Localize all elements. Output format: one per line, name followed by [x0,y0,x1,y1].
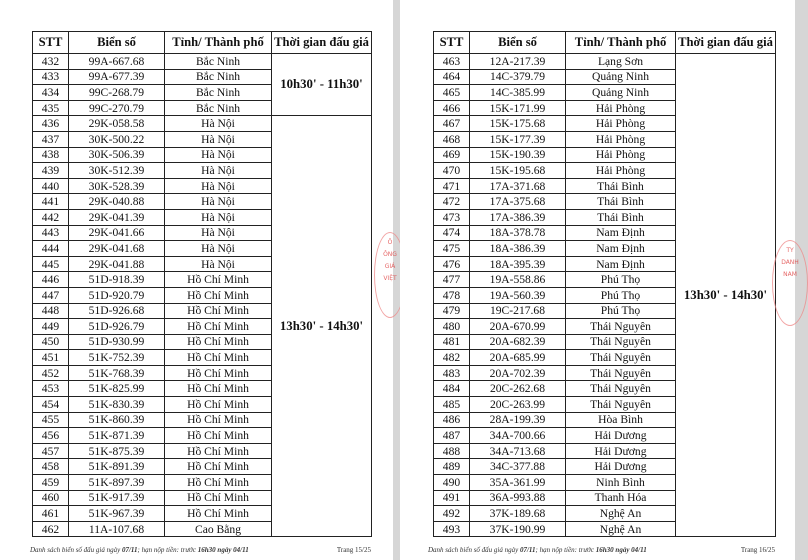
row-province: Hà Nội [165,256,272,272]
row-stt: 474 [434,225,470,241]
row-stt: 454 [33,397,69,413]
row-plate: 51K-768.39 [69,365,165,381]
row-stt: 460 [33,490,69,506]
row-plate: 20A-682.39 [470,334,566,350]
row-plate: 18A-386.39 [470,241,566,257]
row-province: Thái Nguyên [566,381,676,397]
row-stt: 444 [33,241,69,257]
row-province: Hà Nội [165,194,272,210]
row-province: Hải Phòng [566,147,676,163]
row-province: Thái Nguyên [566,334,676,350]
row-province: Thái Bình [566,178,676,194]
row-province: Hồ Chí Minh [165,475,272,491]
row-province: Hà Nội [165,163,272,179]
row-province: Nghệ An [566,506,676,522]
row-stt: 488 [434,443,470,459]
row-plate: 51K-967.39 [69,506,165,522]
document-page-right [400,0,799,560]
row-stt: 463 [434,54,470,70]
row-stt: 467 [434,116,470,132]
row-stt: 490 [434,475,470,491]
row-plate: 29K-041.68 [69,241,165,257]
row-plate: 14C-379.79 [470,69,566,85]
row-stt: 447 [33,287,69,303]
row-province: Phú Thọ [566,287,676,303]
row-province: Hồ Chí Minh [165,490,272,506]
row-plate: 14C-385.99 [470,85,566,101]
row-province: Quảng Ninh [566,85,676,101]
row-province: Hải Phòng [566,116,676,132]
row-province: Hồ Chí Minh [165,506,272,522]
row-plate: 17A-371.68 [470,178,566,194]
row-stt: 450 [33,334,69,350]
row-plate: 18A-395.39 [470,256,566,272]
row-stt: 458 [33,459,69,475]
row-province: Hồ Chí Minh [165,428,272,444]
row-province: Thái Bình [566,209,676,225]
row-stt: 489 [434,459,470,475]
row-stt: 455 [33,412,69,428]
row-province: Hà Nội [165,131,272,147]
row-plate: 28A-199.39 [470,412,566,428]
row-stt: 441 [33,194,69,210]
row-plate: 30K-506.39 [69,147,165,163]
row-stt: 481 [434,334,470,350]
row-plate: 36A-993.88 [470,490,566,506]
row-province: Bắc Ninh [165,69,272,85]
row-stt: 491 [434,490,470,506]
row-plate: 15K-171.99 [470,100,566,116]
row-stt: 436 [33,116,69,132]
row-province: Hà Nội [165,209,272,225]
table-header-row [33,32,372,54]
row-plate: 29K-041.66 [69,225,165,241]
row-province: Hồ Chí Minh [165,412,272,428]
row-province: Bắc Ninh [165,54,272,70]
row-plate: 20C-262.68 [470,381,566,397]
row-plate: 51D-926.68 [69,303,165,319]
row-stt: 443 [33,225,69,241]
row-plate: 99A-677.39 [69,69,165,85]
row-stt: 465 [434,85,470,101]
row-plate: 20A-670.99 [470,319,566,335]
row-province: Nam Định [566,241,676,257]
row-stt: 434 [33,85,69,101]
row-plate: 17A-375.68 [470,194,566,210]
row-province: Bắc Ninh [165,85,272,101]
row-stt: 476 [434,256,470,272]
row-stt: 478 [434,287,470,303]
row-stt: 480 [434,319,470,335]
row-plate: 30K-512.39 [69,163,165,179]
row-plate: 34A-713.68 [470,443,566,459]
row-province: Hải Phòng [566,100,676,116]
table-row [33,54,372,70]
row-stt: 453 [33,381,69,397]
row-province: Hà Nội [165,147,272,163]
row-province: Nghệ An [566,521,676,537]
row-plate: 99C-270.79 [69,100,165,116]
row-plate: 19A-558.86 [470,272,566,288]
row-stt: 442 [33,209,69,225]
row-stt: 437 [33,131,69,147]
page-footer-note: Danh sách biển số đấu giá ngày 07/11; hạn nộp tiền: trước 16h30 ngày 04/11 [30,546,249,554]
document-page-left [0,0,397,560]
row-stt: 456 [33,428,69,444]
row-plate: 15K-195.68 [470,163,566,179]
row-plate: 34A-700.66 [470,428,566,444]
row-plate: 29K-041.88 [69,256,165,272]
row-stt: 435 [33,100,69,116]
row-province: Hà Nội [165,241,272,257]
row-stt: 473 [434,209,470,225]
row-province: Hồ Chí Minh [165,303,272,319]
row-stt: 451 [33,350,69,366]
row-province: Phú Thọ [566,272,676,288]
header-plate: Biển số [69,32,165,54]
header-stt: STT [33,32,69,54]
row-stt: 492 [434,506,470,522]
row-stt: 438 [33,147,69,163]
row-province: Nam Định [566,225,676,241]
row-stt: 483 [434,365,470,381]
row-stt: 439 [33,163,69,179]
row-plate: 51K-897.39 [69,475,165,491]
row-province: Lạng Sơn [566,54,676,70]
row-stt: 479 [434,303,470,319]
row-plate: 30K-500.22 [69,131,165,147]
header-plate: Biển số [470,32,566,54]
row-province: Hải Dương [566,459,676,475]
row-plate: 15K-175.68 [470,116,566,132]
row-province: Hồ Chí Minh [165,381,272,397]
row-stt: 484 [434,381,470,397]
row-stt: 493 [434,521,470,537]
row-plate: 51D-930.99 [69,334,165,350]
row-province: Hồ Chí Minh [165,443,272,459]
row-plate: 17A-386.39 [470,209,566,225]
row-plate: 99C-268.79 [69,85,165,101]
row-plate: 51D-920.79 [69,287,165,303]
row-province: Hải Dương [566,443,676,459]
row-plate: 15K-190.39 [470,147,566,163]
row-plate: 51D-918.39 [69,272,165,288]
row-province: Hà Nội [165,116,272,132]
row-stt: 469 [434,147,470,163]
row-stt: 452 [33,365,69,381]
row-stt: 482 [434,350,470,366]
row-stt: 433 [33,69,69,85]
row-plate: 29K-058.58 [69,116,165,132]
row-stt: 472 [434,194,470,210]
header-province: Tỉnh/ Thành phố [165,32,272,54]
table-row [434,54,776,70]
header-stt: STT [434,32,470,54]
row-plate: 37K-189.68 [470,506,566,522]
row-province: Hải Phòng [566,131,676,147]
auction-time-cell: 10h30' - 11h30' [272,54,372,116]
row-plate: 51K-860.39 [69,412,165,428]
row-plate: 37K-190.99 [470,521,566,537]
row-province: Cao Bằng [165,521,272,537]
plate-table-left [32,31,372,537]
row-province: Hà Nội [165,178,272,194]
row-plate: 19C-217.68 [470,303,566,319]
row-province: Hải Dương [566,428,676,444]
row-plate: 15K-177.39 [470,131,566,147]
row-plate: 29K-040.88 [69,194,165,210]
header-province: Tỉnh/ Thành phố [566,32,676,54]
row-plate: 35A-361.99 [470,475,566,491]
row-province: Thái Nguyên [566,319,676,335]
row-stt: 449 [33,319,69,335]
row-stt: 457 [33,443,69,459]
row-province: Hồ Chí Minh [165,287,272,303]
header-time: Thời gian đấu giá [676,32,776,54]
row-plate: 12A-217.39 [470,54,566,70]
row-plate: 29K-041.39 [69,209,165,225]
row-province: Thái Nguyên [566,365,676,381]
row-stt: 459 [33,475,69,491]
row-stt: 448 [33,303,69,319]
row-plate: 51D-926.79 [69,319,165,335]
plate-table-right [433,31,776,537]
row-plate: 20A-702.39 [470,365,566,381]
row-plate: 51K-830.39 [69,397,165,413]
row-stt: 446 [33,272,69,288]
row-stt: 440 [33,178,69,194]
auction-time-cell: 13h30' - 14h30' [676,54,776,537]
row-province: Hà Nội [165,225,272,241]
row-plate: 51K-752.39 [69,350,165,366]
row-plate: 11A-107.68 [69,521,165,537]
row-province: Hồ Chí Minh [165,272,272,288]
row-plate: 51K-871.39 [69,428,165,444]
header-time: Thời gian đấu giá [272,32,372,54]
row-plate: 99A-667.68 [69,54,165,70]
row-stt: 432 [33,54,69,70]
row-province: Quảng Ninh [566,69,676,85]
row-province: Hồ Chí Minh [165,397,272,413]
table-row [33,116,372,132]
row-province: Hồ Chí Minh [165,365,272,381]
row-plate: 51K-917.39 [69,490,165,506]
row-province: Hòa Bình [566,412,676,428]
seal-stamp-fragment: Ô ÔNG GIÁ VIỆT [374,232,406,318]
row-plate: 51K-875.39 [69,443,165,459]
row-province: Hồ Chí Minh [165,334,272,350]
row-province: Ninh Bình [566,475,676,491]
row-province: Bắc Ninh [165,100,272,116]
row-stt: 475 [434,241,470,257]
row-province: Hồ Chí Minh [165,459,272,475]
page-number: Trang 16/25 [740,546,775,554]
row-province: Thái Nguyên [566,350,676,366]
table-header-row [434,32,776,54]
row-plate: 20A-685.99 [470,350,566,366]
row-stt: 487 [434,428,470,444]
seal-stamp-fragment: TY DANH NAM [772,240,808,326]
row-province: Hồ Chí Minh [165,319,272,335]
row-province: Phú Thọ [566,303,676,319]
row-stt: 486 [434,412,470,428]
row-province: Thanh Hóa [566,490,676,506]
row-stt: 471 [434,178,470,194]
row-stt: 461 [33,506,69,522]
row-stt: 464 [434,69,470,85]
row-plate: 51K-825.99 [69,381,165,397]
row-province: Thái Nguyên [566,397,676,413]
row-province: Nam Định [566,256,676,272]
row-stt: 477 [434,272,470,288]
row-stt: 468 [434,131,470,147]
row-plate: 20C-263.99 [470,397,566,413]
row-stt: 445 [33,256,69,272]
row-stt: 485 [434,397,470,413]
row-plate: 51K-891.39 [69,459,165,475]
row-province: Hải Phòng [566,163,676,179]
row-plate: 34C-377.88 [470,459,566,475]
row-province: Hồ Chí Minh [165,350,272,366]
row-stt: 462 [33,521,69,537]
page-number: Trang 15/25 [336,546,371,554]
row-stt: 470 [434,163,470,179]
auction-time-cell: 13h30' - 14h30' [272,116,372,537]
page-footer-note: Danh sách biển số đấu giá ngày 07/11; hạn nộp tiền: trước 16h30 ngày 04/11 [428,546,647,554]
row-province: Thái Bình [566,194,676,210]
row-plate: 18A-378.78 [470,225,566,241]
row-plate: 19A-560.39 [470,287,566,303]
row-plate: 30K-528.39 [69,178,165,194]
row-stt: 466 [434,100,470,116]
